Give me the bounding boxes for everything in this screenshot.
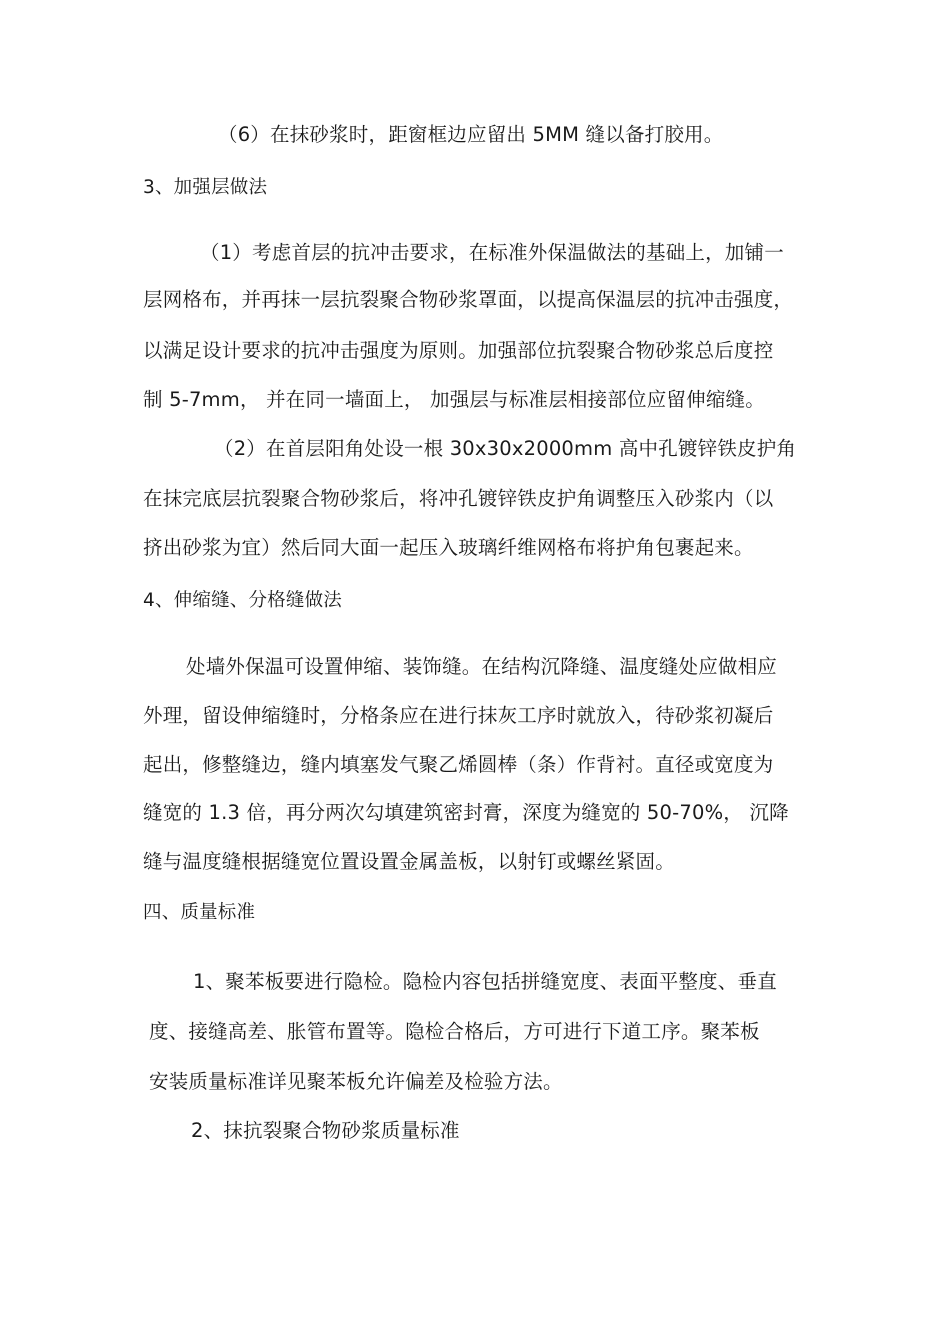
paragraph-4-line-3: 起出，修整缝边，缝内填塞发气聚乙烯圆棒（条）作背衬。直径或宽度为 xyxy=(143,753,774,776)
paragraph-4-line-5: 缝与温度缝根据缝宽位置设置金属盖板，以射钉或螺丝紧固。 xyxy=(143,850,675,873)
paragraph-6-line-1: （6）在抹砂浆时，距窗框边应留出 5MM 缝以备打胶用。 xyxy=(218,123,724,146)
paragraph-4-line-1: 处墙外保温可设置伸缩、装饰缝。在结构沉降缝、温度缝处应做相应 xyxy=(186,655,778,678)
section-heading-4: 4、伸缩缝、分格缝做法 xyxy=(143,590,342,611)
quality-1-line-3: 安装质量标准详见聚苯板允许偏差及检验方法。 xyxy=(149,1070,563,1093)
paragraph-3-2-line-3: 挤出砂浆为宜）然后同大面一起压入玻璃纤维网格布将护角包裹起来。 xyxy=(143,536,754,559)
paragraph-3-1-line-1: （1）考虑首层的抗冲击要求，在标准外保温做法的基础上，加铺一 xyxy=(200,241,784,264)
quality-2-line-1: 2、抹抗裂聚合物砂浆质量标准 xyxy=(191,1119,460,1142)
paragraph-3-1-line-2: 层网格布，并再抹一层抗裂聚合物砂浆罩面，以提高保温层的抗冲击强度， xyxy=(143,288,794,311)
quality-1-line-1: 1、聚苯板要进行隐检。隐检内容包括拼缝宽度、表面平整度、垂直 xyxy=(193,970,777,993)
paragraph-3-2-line-1: （2）在首层阳角处设一根 30x30x2000mm 高中孔镀锌铁皮护角 xyxy=(214,437,797,460)
section-heading-quality: 四、质量标准 xyxy=(143,902,256,923)
paragraph-3-1-line-4: 制 5-7mm， 并在同一墙面上， 加强层与标准层相接部位应留伸缩缝。 xyxy=(143,388,765,411)
quality-1-line-2: 度、接缝高差、胀管布置等。隐检合格后，方可进行下道工序。聚苯板 xyxy=(149,1020,760,1043)
section-heading-3: 3、加强层做法 xyxy=(143,177,268,198)
paragraph-4-line-2: 外理，留设伸缩缝时，分格条应在进行抹灰工序时就放入，待砂浆初凝后 xyxy=(143,704,774,727)
paragraph-4-line-4: 缝宽的 1.3 倍，再分两次勾填建筑密封膏，深度为缝宽的 50-70%， 沉降 xyxy=(143,801,789,824)
paragraph-3-1-line-3: 以满足设计要求的抗冲击强度为原则。加强部位抗裂聚合物砂浆总后度控 xyxy=(143,339,774,362)
paragraph-3-2-line-2: 在抹完底层抗裂聚合物砂浆后，将冲孔镀锌铁皮护角调整压入砂浆内（以 xyxy=(143,487,774,510)
